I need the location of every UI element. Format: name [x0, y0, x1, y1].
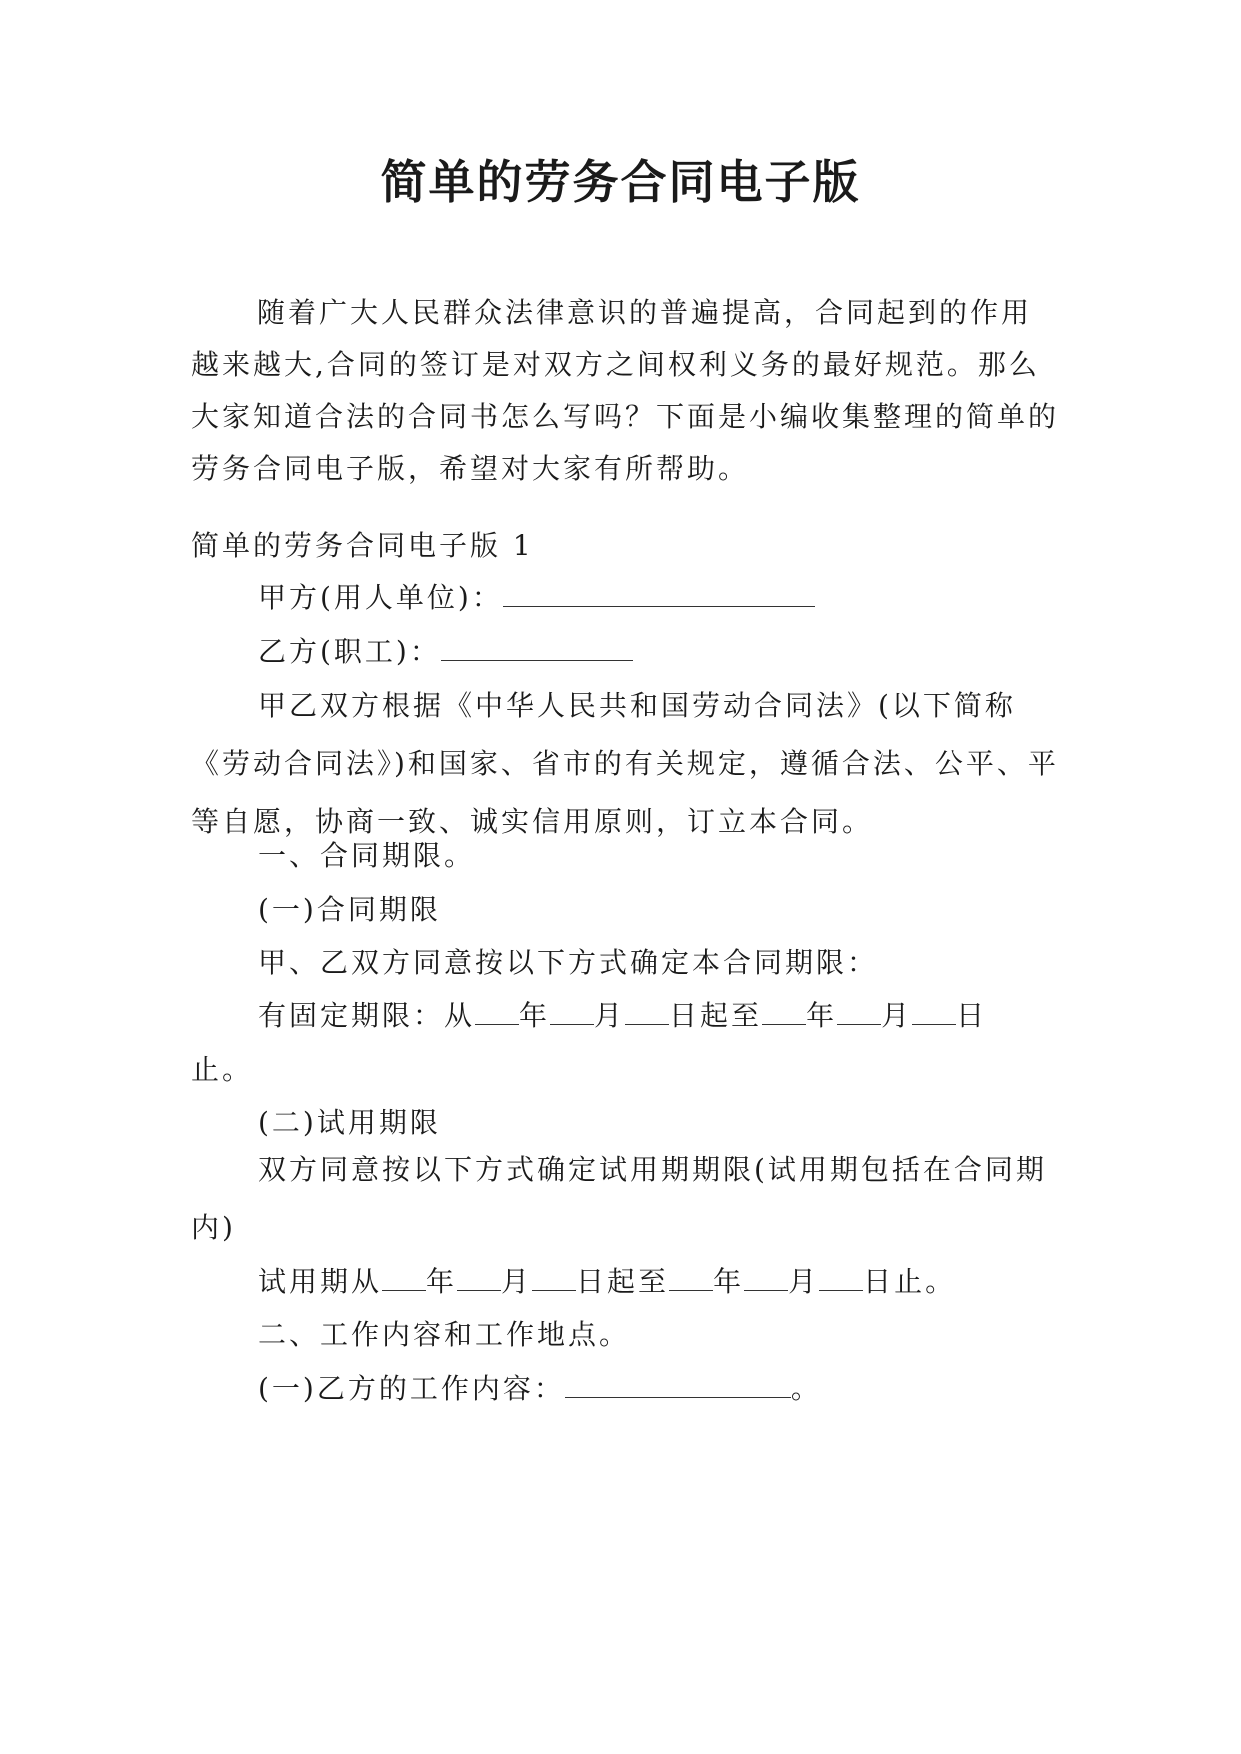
clause-2-heading: 二、工作内容和工作地点。	[258, 1318, 631, 1351]
clause-1-2-heading: (二)试用期限	[258, 1106, 441, 1139]
probation-month-label: 月	[501, 1265, 533, 1298]
party-a-blank[interactable]	[503, 580, 815, 607]
work-content-blank[interactable]	[565, 1371, 791, 1398]
party-a-line	[258, 578, 1078, 618]
clause-1-2-text: 双方同意按以下方式确定试用期期限(试用期包括在合同期内)	[191, 1153, 1047, 1244]
probation-year2-label: 年	[713, 1265, 745, 1298]
probation-month2-label: 月	[788, 1265, 820, 1298]
clause-2-1-label: (一)乙方的工作内容：	[258, 1372, 565, 1405]
probation-day-end-label: 日止。	[863, 1265, 957, 1298]
probation-line	[258, 1262, 1078, 1302]
fixed-year-label: 年	[519, 999, 551, 1032]
probation-start-month-blank[interactable]	[457, 1264, 501, 1291]
probation-end-day-blank[interactable]	[819, 1264, 863, 1291]
probation-year-label: 年	[426, 1265, 458, 1298]
probation-prefix: 试用期从	[258, 1265, 383, 1298]
fixed-term-prefix: 有固定期限：从	[258, 999, 476, 1032]
fixed-end-year-blank[interactable]	[762, 998, 806, 1025]
probation-start-day-blank[interactable]	[532, 1264, 576, 1291]
clause-2-1-end: 。	[790, 1372, 822, 1405]
party-a-label: 甲方(用人单位)：	[258, 581, 503, 614]
fixed-start-day-blank[interactable]	[625, 998, 669, 1025]
probation-end-month-blank[interactable]	[744, 1264, 788, 1291]
fixed-month-label: 月	[594, 999, 626, 1032]
document-title: 简单的劳务合同电子版	[380, 155, 861, 209]
fixed-month2-label: 月	[881, 999, 913, 1032]
probation-day-to-label: 日起至	[576, 1265, 670, 1298]
fixed-term-line	[258, 996, 1078, 1036]
fixed-day-end-label: 日	[956, 999, 988, 1032]
fixed-year2-label: 年	[806, 999, 838, 1032]
section-heading: 简单的劳务合同电子版 1	[191, 529, 534, 562]
clause-2-1-line	[258, 1369, 1078, 1409]
fixed-start-year-blank[interactable]	[475, 998, 519, 1025]
fixed-day-to-label: 日起至	[669, 999, 763, 1032]
clause-1-heading: 一、合同期限。	[258, 839, 476, 872]
clause-1-1-heading: (一)合同期限	[258, 893, 441, 926]
party-b-blank[interactable]	[441, 634, 633, 661]
probation-end-year-blank[interactable]	[669, 1264, 713, 1291]
basis-paragraph: 甲乙双方根据《中华人民共和国劳动合同法》(以下简称《劳动合同法》)和国家、省市的有关规定，遵循合法、公平、平等自愿，协商一致、诚实信用原则，订立本合同。	[191, 689, 1059, 838]
party-b-line	[258, 632, 1078, 672]
fixed-start-month-blank[interactable]	[550, 998, 594, 1025]
party-b-label: 乙方(职工)：	[258, 635, 441, 668]
fixed-term-end: 止。	[191, 1053, 254, 1086]
clause-1-1-text: 甲、乙双方同意按以下方式确定本合同期限：	[258, 946, 879, 979]
intro-paragraph: 随着广大人民群众法律意识的普遍提高，合同起到的作用越来越大,合同的签订是对双方之间权利义务的最好规范。那么大家知道合法的合同书怎么写吗？下面是小编收集整理的简单的劳务合同电子版，希望对大家有所帮助。	[191, 296, 1060, 485]
fixed-end-month-blank[interactable]	[837, 998, 881, 1025]
fixed-end-day-blank[interactable]	[912, 998, 956, 1025]
probation-start-year-blank[interactable]	[382, 1264, 426, 1291]
